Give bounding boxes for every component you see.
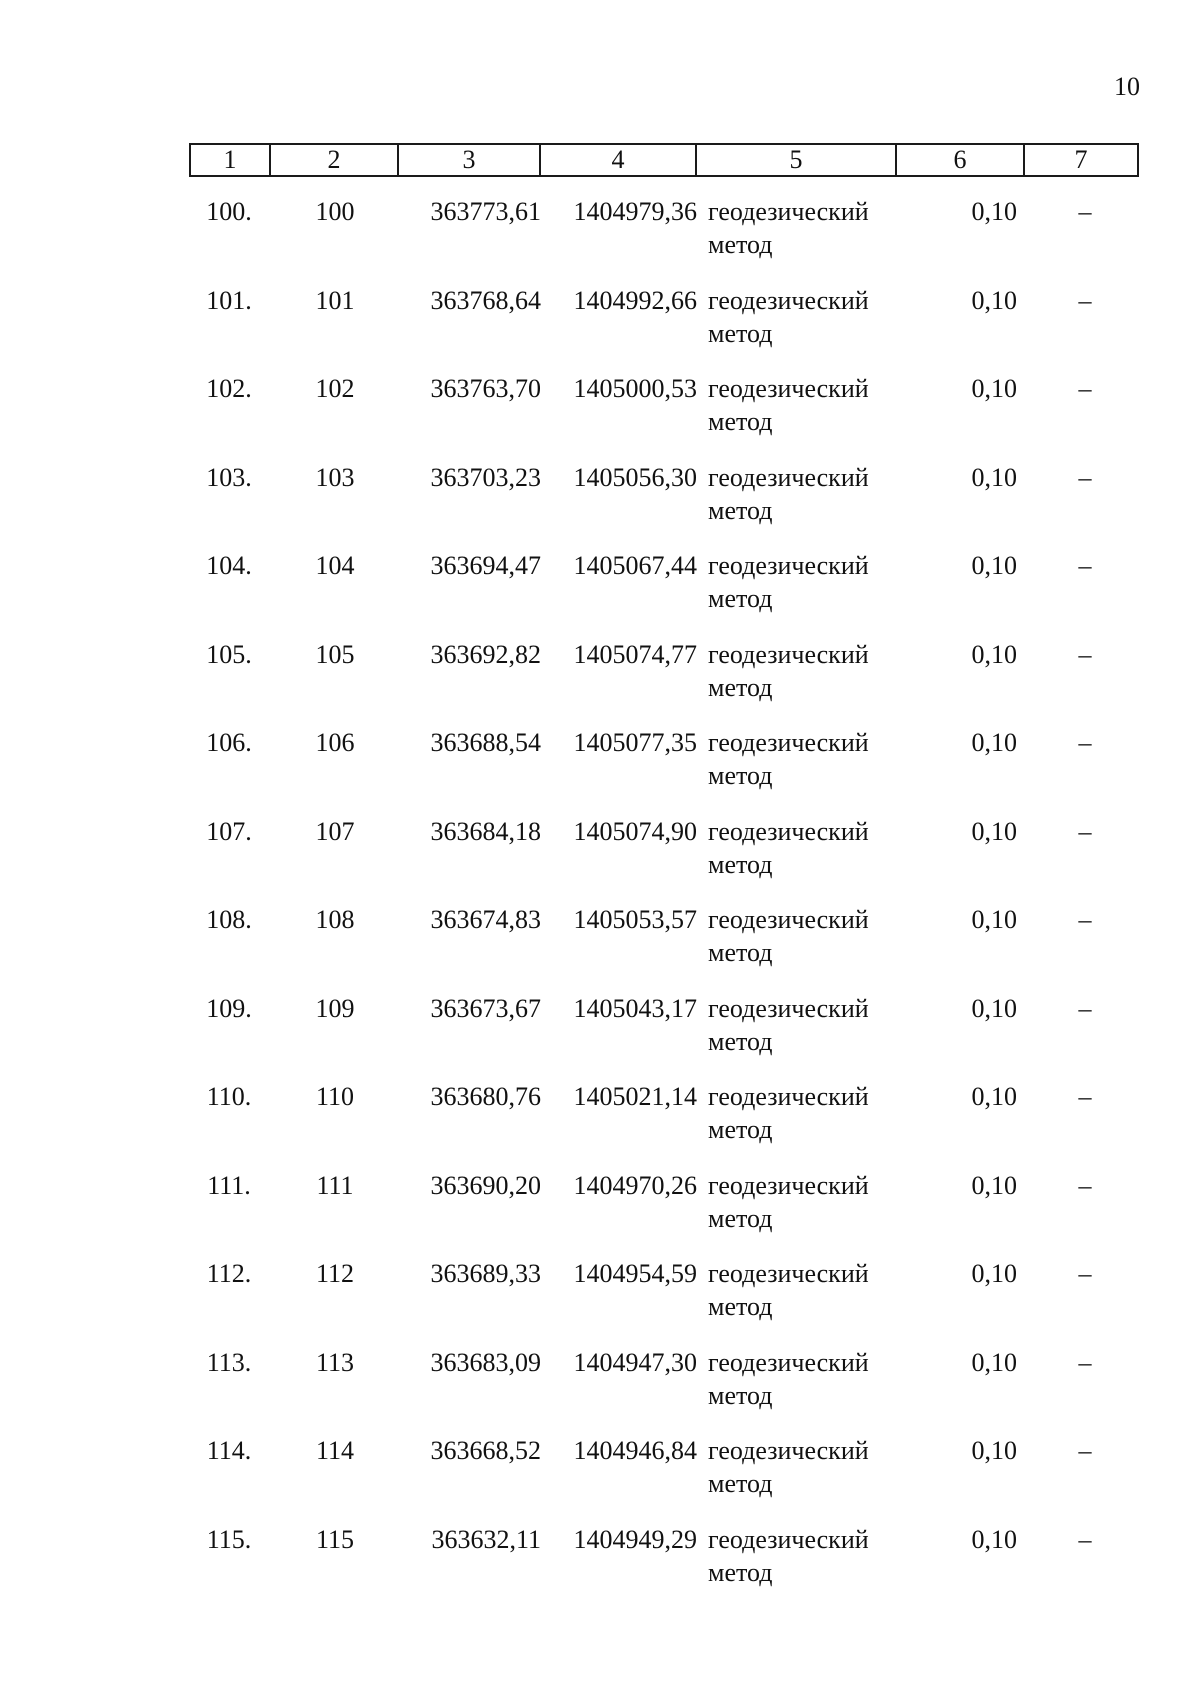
- coordinate-y: 1405043,17: [573, 993, 697, 1023]
- row-number: 110.: [206, 1082, 252, 1111]
- method-text: [708, 1080, 898, 1146]
- note-dash: –: [1078, 1259, 1092, 1288]
- method-text: [708, 815, 898, 881]
- coordinate-x: 363773,61: [430, 197, 541, 226]
- note-dash: –: [1078, 1524, 1092, 1554]
- method-text: [708, 461, 898, 527]
- method-line-2: метод: [708, 672, 773, 702]
- method-text: [708, 1434, 898, 1500]
- coordinate-x: 363680,76: [430, 1082, 541, 1111]
- note-dash: –: [1078, 1170, 1092, 1200]
- table-row: [0, 1346, 1200, 1435]
- method-line-2: метод: [708, 584, 773, 613]
- coordinate-x: 363673,67: [430, 993, 541, 1023]
- method-line-1: геодезический: [708, 816, 869, 846]
- method-line-2: метод: [708, 1026, 773, 1056]
- accuracy-value: 0,10: [971, 1082, 1017, 1111]
- note-dash: –: [1078, 1436, 1092, 1465]
- method-line-1: геодезический: [708, 374, 869, 403]
- method-line-2: метод: [708, 318, 773, 348]
- point-id: 107: [315, 816, 355, 846]
- coordinate-x: 363683,09: [430, 1347, 541, 1377]
- method-text: [708, 992, 898, 1058]
- accuracy-value: 0,10: [971, 551, 1017, 580]
- coordinate-y: 1405000,53: [573, 374, 697, 403]
- coordinate-x: 363684,18: [430, 816, 541, 846]
- coordinate-y: 1404970,26: [573, 1170, 697, 1200]
- method-line-1: геодезический: [708, 197, 869, 226]
- method-text: [708, 195, 898, 261]
- method-line-2: метод: [708, 938, 773, 967]
- accuracy-value: 0,10: [971, 993, 1017, 1023]
- table-row: [0, 1080, 1200, 1169]
- note-dash: –: [1078, 1082, 1092, 1111]
- method-text: [708, 1169, 898, 1235]
- method-text: [708, 726, 898, 792]
- coordinate-x: 363688,54: [430, 728, 541, 757]
- header-col-4: 4: [540, 144, 696, 176]
- row-number: 100.: [206, 197, 252, 226]
- accuracy-value: 0,10: [971, 197, 1017, 226]
- note-dash: –: [1078, 816, 1092, 846]
- method-line-1: геодезический: [708, 285, 869, 315]
- coordinate-y: 1404954,59: [573, 1259, 697, 1288]
- method-line-1: геодезический: [708, 993, 869, 1023]
- coordinate-x: 363689,33: [430, 1259, 541, 1288]
- method-line-1: геодезический: [708, 905, 869, 934]
- method-line-2: метод: [708, 1469, 773, 1498]
- coordinate-y: 1404949,29: [573, 1524, 697, 1554]
- method-line-1: геодезический: [708, 1436, 869, 1465]
- table-row: [0, 1257, 1200, 1346]
- point-id: 103: [315, 462, 355, 492]
- row-number: 101.: [206, 285, 252, 315]
- row-number: 111.: [207, 1170, 251, 1200]
- point-id: 105: [315, 639, 355, 669]
- method-line-2: метод: [708, 1115, 773, 1144]
- row-number: 114.: [206, 1436, 252, 1465]
- coordinate-x: 363674,83: [430, 905, 541, 934]
- method-line-1: геодезический: [708, 639, 869, 669]
- table-row: [0, 195, 1200, 284]
- accuracy-value: 0,10: [971, 905, 1017, 934]
- method-text: [708, 1257, 898, 1323]
- accuracy-value: 0,10: [971, 728, 1017, 757]
- coordinate-x: 363768,64: [430, 285, 541, 315]
- note-dash: –: [1078, 551, 1092, 580]
- note-dash: –: [1078, 197, 1092, 226]
- method-line-2: метод: [708, 230, 773, 259]
- row-number: 102.: [206, 374, 252, 403]
- accuracy-value: 0,10: [971, 1170, 1017, 1200]
- header-row: [190, 144, 1138, 176]
- row-number: 109.: [206, 993, 252, 1023]
- method-text: [708, 284, 898, 350]
- method-line-2: метод: [708, 761, 773, 790]
- table-row: [0, 638, 1200, 727]
- point-id: 111: [316, 1170, 354, 1200]
- row-number: 103.: [206, 462, 252, 492]
- table-row: [0, 549, 1200, 638]
- coordinate-y: 1404979,36: [573, 197, 697, 226]
- point-id: 101: [315, 285, 355, 315]
- method-line-1: геодезический: [708, 462, 869, 492]
- header-col-1: 1: [190, 144, 270, 176]
- point-id: 113: [315, 1347, 355, 1377]
- coordinate-y: 1405053,57: [573, 905, 697, 934]
- note-dash: –: [1078, 462, 1092, 492]
- method-text: [708, 549, 898, 615]
- row-number: 113.: [206, 1347, 252, 1377]
- row-number: 112.: [206, 1259, 252, 1288]
- method-line-2: метод: [708, 495, 773, 525]
- coordinate-y: 1404947,30: [573, 1347, 697, 1377]
- table-row: [0, 461, 1200, 550]
- method-line-1: геодезический: [708, 1170, 869, 1200]
- point-id: 104: [315, 551, 355, 580]
- accuracy-value: 0,10: [971, 374, 1017, 403]
- method-line-1: геодезический: [708, 551, 869, 580]
- accuracy-value: 0,10: [971, 285, 1017, 315]
- coordinate-y: 1404946,84: [573, 1436, 697, 1465]
- table-row: [0, 372, 1200, 461]
- coordinate-y: 1404992,66: [573, 285, 697, 315]
- coordinate-y: 1405074,77: [573, 639, 697, 669]
- method-line-2: метод: [708, 1203, 773, 1233]
- note-dash: –: [1078, 639, 1092, 669]
- table-row: [0, 726, 1200, 815]
- method-line-1: геодезический: [708, 1082, 869, 1111]
- row-number: 105.: [206, 639, 252, 669]
- accuracy-value: 0,10: [971, 462, 1017, 492]
- coordinate-x: 363632,11: [431, 1524, 541, 1554]
- coordinate-x: 363694,47: [430, 551, 541, 580]
- header-col-2: 2: [270, 144, 398, 176]
- coordinate-x: 363690,20: [430, 1170, 541, 1200]
- coordinate-y: 1405074,90: [573, 816, 697, 846]
- coordinate-y: 1405056,30: [573, 462, 697, 492]
- method-line-1: геодезический: [708, 1524, 869, 1554]
- accuracy-value: 0,10: [971, 816, 1017, 846]
- coordinate-x: 363763,70: [430, 374, 541, 403]
- row-number: 108.: [206, 905, 252, 934]
- header-col-5: 5: [696, 144, 896, 176]
- method-line-1: геодезический: [708, 1347, 869, 1377]
- point-id: 102: [315, 374, 355, 403]
- method-line-2: метод: [708, 849, 773, 879]
- method-line-1: геодезический: [708, 1259, 869, 1288]
- accuracy-value: 0,10: [971, 1524, 1017, 1554]
- point-id: 106: [315, 728, 355, 757]
- point-id: 108: [315, 905, 355, 934]
- method-text: [708, 1346, 898, 1412]
- coordinate-y: 1405021,14: [573, 1082, 697, 1111]
- method-text: [708, 372, 898, 438]
- note-dash: –: [1078, 1347, 1092, 1377]
- row-number: 104.: [206, 551, 252, 580]
- table-row: [0, 1434, 1200, 1523]
- page-number: 10: [1114, 72, 1140, 101]
- accuracy-value: 0,10: [971, 1259, 1017, 1288]
- note-dash: –: [1078, 728, 1092, 757]
- row-number: 106.: [206, 728, 252, 757]
- row-number: 115.: [206, 1524, 252, 1554]
- table-row: [0, 1523, 1200, 1612]
- accuracy-value: 0,10: [971, 1436, 1017, 1465]
- table-row: [0, 815, 1200, 904]
- note-dash: –: [1078, 993, 1092, 1023]
- point-id: 109: [315, 993, 355, 1023]
- coordinates-table-body: [0, 195, 1200, 1611]
- point-id: 115: [315, 1524, 355, 1554]
- column-number-header: [189, 143, 1139, 177]
- note-dash: –: [1078, 285, 1092, 315]
- coordinate-y: 1405077,35: [573, 728, 697, 757]
- coordinate-x: 363668,52: [430, 1436, 541, 1465]
- point-id: 110: [315, 1082, 355, 1111]
- coordinate-x: 363703,23: [430, 462, 541, 492]
- point-id: 114: [315, 1436, 355, 1465]
- method-line-2: метод: [708, 1292, 773, 1321]
- coordinate-y: 1405067,44: [573, 551, 697, 580]
- accuracy-value: 0,10: [971, 639, 1017, 669]
- method-line-1: геодезический: [708, 728, 869, 757]
- method-text: [708, 638, 898, 704]
- method-text: [708, 1523, 898, 1589]
- table-row: [0, 1169, 1200, 1258]
- method-line-2: метод: [708, 1557, 773, 1587]
- point-id: 112: [315, 1259, 355, 1288]
- row-number: 107.: [206, 816, 252, 846]
- accuracy-value: 0,10: [971, 1347, 1017, 1377]
- header-col-6: 6: [896, 144, 1024, 176]
- method-line-2: метод: [708, 407, 773, 436]
- table-row: [0, 992, 1200, 1081]
- table-row: [0, 903, 1200, 992]
- header-col-7: 7: [1024, 144, 1138, 176]
- point-id: 100: [315, 197, 355, 226]
- header-col-3: 3: [398, 144, 540, 176]
- note-dash: –: [1078, 905, 1092, 934]
- table-row: [0, 284, 1200, 373]
- method-text: [708, 903, 898, 969]
- method-line-2: метод: [708, 1380, 773, 1410]
- note-dash: –: [1078, 374, 1092, 403]
- coordinate-x: 363692,82: [430, 639, 541, 669]
